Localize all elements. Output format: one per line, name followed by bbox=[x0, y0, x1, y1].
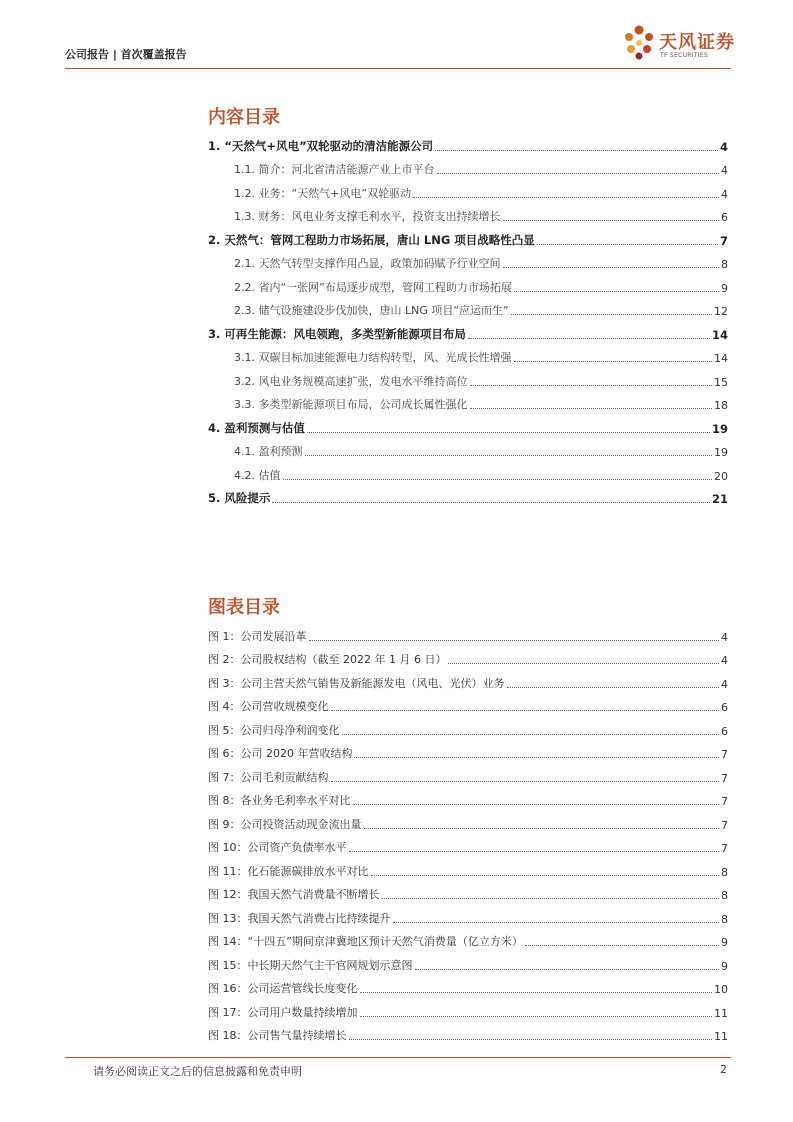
entry-label[interactable]: 3. 可再生能源：风电领跑，多类型新能源项目布局 bbox=[208, 326, 466, 341]
dot-leader bbox=[435, 150, 718, 151]
entry-label[interactable]: 3.3. 多类型新能源项目布局，公司成长属性强化 bbox=[234, 398, 468, 411]
dot-leader bbox=[349, 1039, 713, 1040]
entry-page-number[interactable]: 4 bbox=[721, 677, 728, 691]
entry-page-number[interactable]: 9 bbox=[721, 936, 728, 949]
dot-leader bbox=[507, 687, 720, 688]
dot-leader bbox=[272, 502, 710, 503]
entry-page-number[interactable]: 9 bbox=[721, 281, 728, 295]
dot-leader bbox=[349, 851, 720, 852]
logo-chinese-text: 天风证券 bbox=[659, 32, 735, 53]
toc-entry[interactable] bbox=[208, 412, 728, 436]
dot-leader bbox=[371, 875, 720, 876]
dot-leader bbox=[503, 220, 720, 221]
entry-page-number[interactable]: 7 bbox=[721, 842, 728, 855]
entry-page-number[interactable]: 10 bbox=[714, 983, 728, 996]
dot-leader bbox=[360, 992, 713, 993]
entry-label[interactable]: 图 4：公司营收规模变化 bbox=[208, 700, 329, 713]
figure-entry[interactable] bbox=[208, 996, 728, 1020]
entry-page-number[interactable]: 14 bbox=[714, 352, 728, 365]
entry-label[interactable]: 2.3. 储气设施建设步伐加快，唐山 LNG 项目“应运而生” bbox=[234, 304, 509, 317]
entry-page-number[interactable]: 20 bbox=[714, 469, 728, 483]
entry-page-number[interactable]: 4 bbox=[721, 630, 728, 644]
entry-label[interactable]: 图 3：公司主营天然气销售及新能源发电（风电、光伏）业务 bbox=[208, 676, 505, 690]
figure-entry[interactable] bbox=[208, 620, 728, 644]
entry-label[interactable]: 4. 盈利预测与估值 bbox=[208, 420, 305, 435]
dot-leader bbox=[309, 640, 720, 641]
dot-leader bbox=[503, 267, 720, 268]
entry-label[interactable]: 图 7：公司毛利贡献结构 bbox=[208, 770, 329, 784]
entry-label[interactable]: 2. 天然气：管网工程助力市场拓展，唐山 LNG 项目战略性凸显 bbox=[208, 232, 535, 247]
figures-title: 图表目录 bbox=[208, 597, 280, 618]
entry-label[interactable]: 1.2. 业务：“天然气+风电”双轮驱动 bbox=[234, 186, 412, 200]
toc-entry[interactable] bbox=[208, 389, 728, 413]
toc-entry[interactable] bbox=[208, 295, 728, 319]
dot-leader bbox=[415, 969, 720, 970]
dot-leader bbox=[468, 338, 710, 339]
entry-label[interactable]: 4.1. 盈利预测 bbox=[234, 445, 303, 458]
figures-list bbox=[208, 620, 728, 1043]
entry-page-number[interactable]: 6 bbox=[721, 211, 728, 224]
entry-page-number[interactable]: 8 bbox=[721, 889, 728, 902]
dot-leader bbox=[354, 757, 719, 758]
figure-entry[interactable] bbox=[208, 1020, 728, 1044]
entry-page-number[interactable]: 19 bbox=[711, 421, 728, 436]
entry-label[interactable]: 图 1：公司发展沿革 bbox=[208, 629, 307, 643]
dot-leader bbox=[511, 314, 712, 315]
entry-page-number[interactable]: 4 bbox=[719, 139, 728, 154]
entry-page-number[interactable]: 4 bbox=[721, 187, 728, 201]
entry-label[interactable]: 图 15：中长期天然气主干官网规划示意图 bbox=[208, 958, 413, 972]
figure-entry[interactable] bbox=[208, 714, 728, 738]
figure-entry[interactable] bbox=[208, 973, 728, 997]
toc-entry[interactable] bbox=[208, 318, 728, 342]
entry-page-number[interactable]: 12 bbox=[714, 305, 728, 318]
entry-label[interactable]: 图 13：我国天然气消费占比持续提升 bbox=[208, 911, 391, 925]
toc-entry[interactable] bbox=[208, 177, 728, 201]
dot-leader bbox=[382, 898, 720, 899]
dot-leader bbox=[393, 922, 720, 923]
contents-title: 内容目录 bbox=[208, 107, 280, 128]
entry-label[interactable]: 1.3. 财务：风电业务支撑毛利水平，投资支出持续增长 bbox=[234, 210, 501, 223]
figure-entry[interactable] bbox=[208, 926, 728, 950]
dot-leader bbox=[307, 432, 710, 433]
entry-page-number[interactable]: 8 bbox=[721, 912, 728, 926]
entry-page-number[interactable]: 6 bbox=[721, 701, 728, 714]
dot-leader bbox=[514, 361, 713, 362]
dot-leader bbox=[331, 710, 720, 711]
page-number: 2 bbox=[720, 1063, 727, 1076]
entry-page-number[interactable]: 7 bbox=[721, 795, 728, 808]
entry-label[interactable]: 3.1. 双碳目标加速能源电力结构转型，风、光成长性增强 bbox=[234, 351, 512, 364]
entry-page-number[interactable]: 7 bbox=[719, 233, 728, 248]
figure-entry[interactable] bbox=[208, 832, 728, 856]
entry-label[interactable]: 图 5：公司归母净利润变化 bbox=[208, 723, 340, 737]
entry-page-number[interactable]: 9 bbox=[721, 959, 728, 973]
entry-page-number[interactable]: 14 bbox=[711, 327, 728, 342]
footer-divider bbox=[65, 1057, 731, 1058]
dot-leader bbox=[413, 197, 719, 198]
toc-entry[interactable] bbox=[208, 154, 728, 178]
entry-label[interactable]: 3.2. 风电业务规模高速扩张，发电水平维持高位 bbox=[234, 374, 468, 388]
toc-entry[interactable] bbox=[208, 365, 728, 389]
figure-entry[interactable] bbox=[208, 667, 728, 691]
dot-leader bbox=[360, 1016, 713, 1017]
dot-leader bbox=[537, 244, 718, 245]
entry-label[interactable]: 图 11：化石能源碳排放水平对比 bbox=[208, 864, 369, 878]
entry-label[interactable]: 图 14：“十四五”期间京津冀地区预计天然气消费量（亿立方米） bbox=[208, 935, 523, 948]
entry-label[interactable]: 1.1. 简介：河北省清洁能源产业上市平台 bbox=[234, 163, 435, 176]
toc-entry[interactable] bbox=[208, 342, 728, 366]
entry-page-number[interactable]: 8 bbox=[721, 865, 728, 879]
dot-leader bbox=[364, 828, 720, 829]
dot-leader bbox=[470, 408, 713, 409]
dot-leader bbox=[470, 385, 713, 386]
entry-label[interactable]: 图 12：我国天然气消费量不断增长 bbox=[208, 888, 380, 901]
logo-english-text: TF SECURITIES bbox=[660, 52, 709, 59]
entry-label[interactable]: 5. 风险提示 bbox=[208, 491, 271, 505]
entry-page-number[interactable]: 11 bbox=[714, 1006, 728, 1020]
report-type-label: 公司报告 | 首次覆盖报告 bbox=[65, 48, 187, 61]
figure-entry[interactable] bbox=[208, 691, 728, 715]
entry-label[interactable]: 图 18：公司售气量持续增长 bbox=[208, 1029, 347, 1042]
brand-logo bbox=[619, 22, 735, 66]
contents-list bbox=[208, 130, 728, 506]
header-divider bbox=[65, 68, 731, 69]
dot-leader bbox=[283, 479, 713, 480]
figure-entry[interactable] bbox=[208, 761, 728, 785]
dot-leader bbox=[448, 663, 719, 664]
dot-leader bbox=[437, 173, 720, 174]
entry-page-number[interactable]: 4 bbox=[721, 654, 728, 667]
dot-leader bbox=[305, 455, 713, 456]
entry-label[interactable]: 图 17：公司用户数量持续增加 bbox=[208, 1005, 358, 1019]
entry-page-number[interactable]: 21 bbox=[711, 492, 728, 506]
entry-label[interactable]: 2.2. 省内“一张网”布局逐步成型，管网工程助力市场拓展 bbox=[234, 280, 512, 294]
figure-entry[interactable] bbox=[208, 738, 728, 762]
entry-page-number[interactable]: 4 bbox=[721, 164, 728, 177]
figure-entry[interactable] bbox=[208, 902, 728, 926]
figure-entry[interactable] bbox=[208, 949, 728, 973]
entry-page-number[interactable]: 8 bbox=[721, 258, 728, 271]
toc-entry[interactable] bbox=[208, 130, 728, 154]
toc-entry[interactable] bbox=[208, 271, 728, 295]
toc-entry[interactable] bbox=[208, 483, 728, 507]
toc-entry[interactable] bbox=[208, 436, 728, 460]
entry-page-number[interactable]: 7 bbox=[721, 748, 728, 761]
toc-entry[interactable] bbox=[208, 459, 728, 483]
entry-label[interactable]: 图 10：公司资产负债率水平 bbox=[208, 841, 347, 854]
toc-entry[interactable] bbox=[208, 201, 728, 225]
entry-label[interactable]: 1. “天然气+风电”双轮驱动的清洁能源公司 bbox=[208, 138, 434, 153]
entry-label[interactable]: 2.1. 天然气转型支撑作用凸显，政策加码赋予行业空间 bbox=[234, 257, 501, 270]
figure-entry[interactable] bbox=[208, 785, 728, 809]
entry-label[interactable]: 图 9：公司投资活动现金流出量 bbox=[208, 817, 362, 831]
toc-entry[interactable] bbox=[208, 224, 728, 248]
footer-disclaimer: 请务必阅读正文之后的信息披露和免责申明 bbox=[93, 1065, 302, 1078]
toc-entry[interactable] bbox=[208, 248, 728, 272]
entry-page-number[interactable]: 6 bbox=[721, 724, 728, 738]
dot-leader bbox=[342, 734, 720, 735]
dot-leader bbox=[525, 945, 719, 946]
figure-entry[interactable] bbox=[208, 879, 728, 903]
figure-entry[interactable] bbox=[208, 808, 728, 832]
figure-entry[interactable] bbox=[208, 855, 728, 879]
page-header bbox=[65, 0, 735, 70]
entry-page-number[interactable]: 7 bbox=[721, 771, 728, 785]
dot-leader bbox=[514, 291, 719, 292]
entry-page-number[interactable]: 11 bbox=[714, 1030, 728, 1043]
entry-page-number[interactable]: 19 bbox=[714, 446, 728, 459]
entry-label[interactable]: 图 6：公司 2020 年营收结构 bbox=[208, 747, 353, 760]
entry-page-number[interactable]: 7 bbox=[721, 818, 728, 832]
logo-flower-icon bbox=[619, 22, 659, 62]
entry-label[interactable]: 4.2. 估值 bbox=[234, 468, 281, 482]
entry-label[interactable]: 图 8：各业务毛利率水平对比 bbox=[208, 794, 351, 807]
entry-label[interactable]: 图 2：公司股权结构（截至 2022 年 1 月 6 日） bbox=[208, 653, 447, 666]
entry-page-number[interactable]: 18 bbox=[714, 399, 728, 412]
dot-leader bbox=[353, 804, 720, 805]
figure-entry[interactable] bbox=[208, 644, 728, 668]
entry-label[interactable]: 图 16：公司运营管线长度变化 bbox=[208, 982, 358, 995]
entry-page-number[interactable]: 15 bbox=[714, 375, 728, 389]
dot-leader bbox=[331, 781, 720, 782]
